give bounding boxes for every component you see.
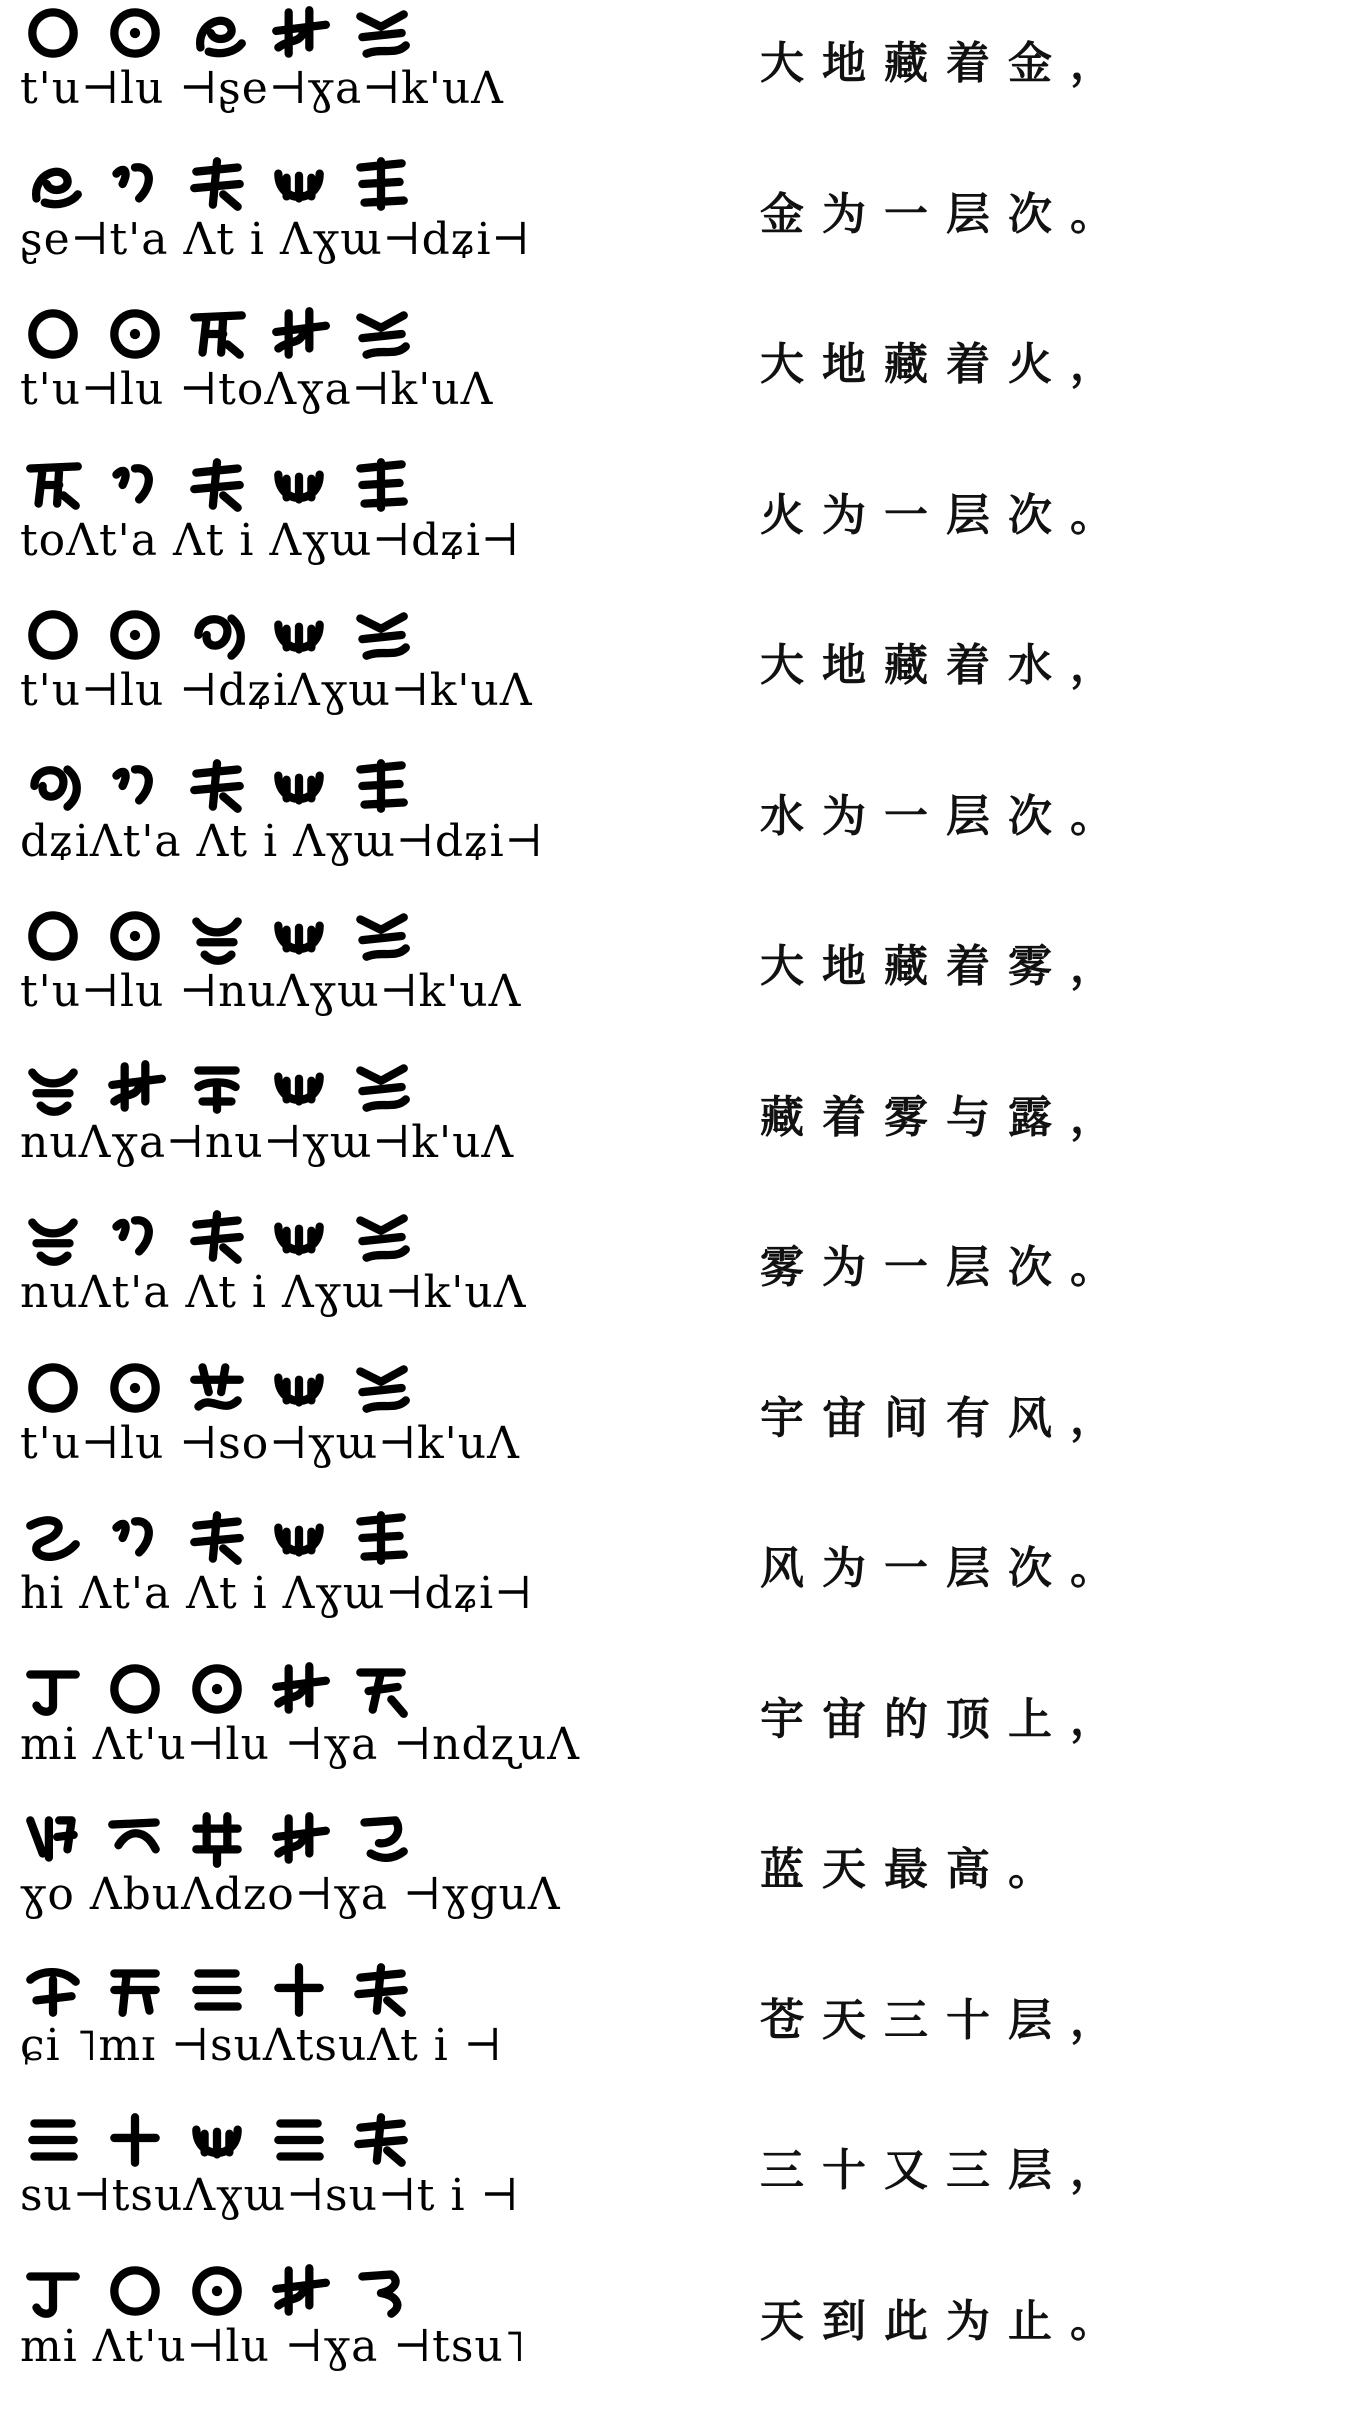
chinese-translation: 大地藏着雾， — [760, 941, 1132, 992]
verse-line — [0, 151, 1359, 303]
stack-glyph — [350, 1056, 412, 1118]
dongba-glyph-group — [22, 604, 462, 666]
branch-glyph — [186, 153, 248, 215]
dongba-glyph-group — [22, 1056, 462, 1118]
verse-line — [0, 602, 1359, 754]
end-glyph — [350, 2260, 412, 2322]
romanization-text: mi Ʌt'u⊣lu ⊣ɣa ⊣tsu˥ — [20, 2321, 527, 2372]
stack-glyph — [350, 2, 412, 64]
water-glyph — [22, 755, 84, 817]
romanization-text: ʂe⊣t'a Ʌt i Ʌɣɯ⊣dʑi⊣ — [20, 214, 531, 265]
romanization-text: t'u⊣lu ⊣so⊣ɣɯ⊣k'uɅ — [20, 1418, 520, 1469]
top-glyph — [350, 1658, 412, 1720]
dongba-glyph-group — [22, 1357, 462, 1419]
stack-glyph — [350, 1357, 412, 1419]
dongba-glyph-group — [22, 905, 462, 967]
curl-glyph — [186, 2, 248, 64]
trident-glyph — [268, 1357, 330, 1419]
dot-circle-glyph — [186, 1658, 248, 1720]
chinese-translation: 火为一层次。 — [760, 490, 1132, 541]
circle-glyph — [22, 1357, 84, 1419]
heaven-glyph — [104, 1959, 166, 2021]
verse-line — [0, 1204, 1359, 1356]
stack-glyph — [350, 604, 412, 666]
stack-glyph — [350, 1206, 412, 1268]
water-glyph — [186, 604, 248, 666]
dongba-glyph-group — [22, 2109, 462, 2171]
three-glyph — [186, 1959, 248, 2021]
romanization-text: t'u⊣lu ⊣nuɅɣɯ⊣k'uɅ — [20, 966, 522, 1017]
fire-glyph — [186, 303, 248, 365]
verse-line — [0, 0, 1359, 152]
chinese-translation: 藏着雾与露， — [760, 1092, 1132, 1143]
verse-line — [0, 1806, 1359, 1958]
verse-line — [0, 452, 1359, 604]
chinese-translation: 雾为一层次。 — [760, 1242, 1132, 1293]
trident-glyph — [268, 755, 330, 817]
mist-glyph — [22, 1056, 84, 1118]
trident-glyph — [268, 604, 330, 666]
comb-glyph — [268, 1808, 330, 1870]
hook-glyph — [104, 454, 166, 516]
chinese-translation: 水为一层次。 — [760, 791, 1132, 842]
trident-glyph — [268, 905, 330, 967]
dot-circle-glyph — [186, 2260, 248, 2322]
romanization-text: nuɅt'a Ʌt i Ʌɣɯ⊣k'uɅ — [20, 1267, 527, 1318]
trident-glyph — [268, 1056, 330, 1118]
peak-glyph — [22, 1658, 84, 1720]
ten-glyph — [104, 2109, 166, 2171]
circle-glyph — [22, 604, 84, 666]
branch-glyph — [186, 454, 248, 516]
branch-glyph — [186, 755, 248, 817]
verse-line — [0, 2107, 1359, 2259]
jade-glyph — [350, 755, 412, 817]
branch-glyph — [350, 2109, 412, 2171]
stack-glyph — [350, 303, 412, 365]
hook-glyph — [104, 1507, 166, 1569]
verse-line — [0, 1054, 1359, 1206]
verse-line — [0, 1656, 1359, 1808]
verse-line — [0, 903, 1359, 1055]
romanization-text: su⊣tsuɅɣɯ⊣su⊣t i ⊣ — [20, 2170, 520, 2221]
tall-glyph — [350, 1808, 412, 1870]
chinese-translation: 大地藏着水， — [760, 640, 1132, 691]
verse-line — [0, 301, 1359, 453]
mist-glyph — [22, 1206, 84, 1268]
dongba-glyph-group — [22, 2260, 462, 2322]
dot-circle-glyph — [104, 1357, 166, 1419]
jade-glyph — [350, 1507, 412, 1569]
circle-glyph — [22, 2, 84, 64]
trident-glyph — [268, 1206, 330, 1268]
romanization-text: ɕi ˥mɪ ⊣suɅtsuɅt i ⊣ — [20, 2020, 503, 2071]
verse-line — [0, 2258, 1359, 2410]
chinese-translation: 宇宙的顶上， — [760, 1694, 1132, 1745]
dongba-glyph-group — [22, 153, 462, 215]
romanization-text: dʑiɅt'a Ʌt i Ʌɣɯ⊣dʑi⊣ — [20, 816, 544, 867]
branch-glyph — [186, 1507, 248, 1569]
verse-line — [0, 1957, 1359, 2109]
branch-glyph — [350, 1959, 412, 2021]
dot-circle-glyph — [104, 905, 166, 967]
chinese-translation: 大地藏着火， — [760, 339, 1132, 390]
peak-glyph — [22, 2260, 84, 2322]
romanization-text: ɣo ɅbuɅdzo⊣ɣa ⊣ɣguɅ — [20, 1869, 561, 1920]
romanization-text: toɅt'a Ʌt i Ʌɣɯ⊣dʑi⊣ — [20, 515, 520, 566]
dot-circle-glyph — [104, 303, 166, 365]
chinese-translation: 三十又三层， — [760, 2145, 1132, 2196]
circle-glyph — [104, 1658, 166, 1720]
stack-glyph — [350, 905, 412, 967]
hook-glyph — [104, 1206, 166, 1268]
wind-glyph — [186, 1357, 248, 1419]
hook-glyph — [104, 755, 166, 817]
dongba-glyph-group — [22, 1658, 462, 1720]
chinese-translation: 大地藏着金， — [760, 38, 1132, 89]
chinese-translation: 蓝天最高。 — [760, 1844, 1070, 1895]
chinese-translation: 金为一层次。 — [760, 189, 1132, 240]
romanization-text: t'u⊣lu ⊣ʂe⊣ɣa⊣k'uɅ — [20, 63, 504, 114]
ten-glyph — [268, 1959, 330, 2021]
blue-glyph — [22, 1808, 84, 1870]
branch-glyph — [186, 1206, 248, 1268]
romanization-text: mi Ʌt'u⊣lu ⊣ɣa ⊣ndʐuɅ — [20, 1719, 581, 1770]
dongba-glyph-group — [22, 303, 462, 365]
trident-glyph — [268, 454, 330, 516]
jade-glyph — [350, 153, 412, 215]
chinese-translation: 苍天三十层， — [760, 1995, 1132, 2046]
three-glyph — [22, 2109, 84, 2171]
romanization-text: t'u⊣lu ⊣toɅɣa⊣k'uɅ — [20, 364, 494, 415]
high-glyph — [186, 1808, 248, 1870]
dongba-glyph-group — [22, 755, 462, 817]
romanization-text: nuɅɣa⊣nu⊣ɣɯ⊣k'uɅ — [20, 1117, 515, 1168]
trident-glyph — [186, 2109, 248, 2171]
trident-glyph — [268, 1507, 330, 1569]
azure-glyph — [22, 1959, 84, 2021]
chinese-translation: 宇宙间有风， — [760, 1393, 1132, 1444]
curl-glyph — [22, 153, 84, 215]
dongba-glyph-group — [22, 1206, 462, 1268]
dongba-glyph-group — [22, 454, 462, 516]
chinese-translation: 天到此为止。 — [760, 2296, 1132, 2347]
dot-circle-glyph — [104, 604, 166, 666]
verse-line — [0, 1355, 1359, 1507]
romanization-text: hi Ʌt'a Ʌt i Ʌɣɯ⊣dʑi⊣ — [20, 1568, 534, 1619]
dongba-glyph-group — [22, 2, 462, 64]
mist-glyph — [186, 905, 248, 967]
jade-glyph — [350, 454, 412, 516]
circle-glyph — [22, 303, 84, 365]
dot-circle-glyph — [104, 2, 166, 64]
romanization-text: t'u⊣lu ⊣dʑiɅɣɯ⊣k'uɅ — [20, 665, 533, 716]
comb-glyph — [268, 2260, 330, 2322]
comb-glyph — [268, 2, 330, 64]
fire-glyph — [22, 454, 84, 516]
verse-line — [0, 753, 1359, 905]
comb-glyph — [268, 1658, 330, 1720]
circle-glyph — [22, 905, 84, 967]
dongba-glyph-group — [22, 1808, 462, 1870]
three-glyph — [268, 2109, 330, 2171]
dew-glyph — [186, 1056, 248, 1118]
comb-glyph — [104, 1056, 166, 1118]
verse-line — [0, 1505, 1359, 1657]
sky-glyph — [104, 1808, 166, 1870]
dongba-glyph-group — [22, 1959, 462, 2021]
chinese-translation: 风为一层次。 — [760, 1543, 1132, 1594]
hook-glyph — [104, 153, 166, 215]
gust-glyph — [22, 1507, 84, 1569]
dongba-glyph-group — [22, 1507, 462, 1569]
trident-glyph — [268, 153, 330, 215]
comb-glyph — [268, 303, 330, 365]
circle-glyph — [104, 2260, 166, 2322]
